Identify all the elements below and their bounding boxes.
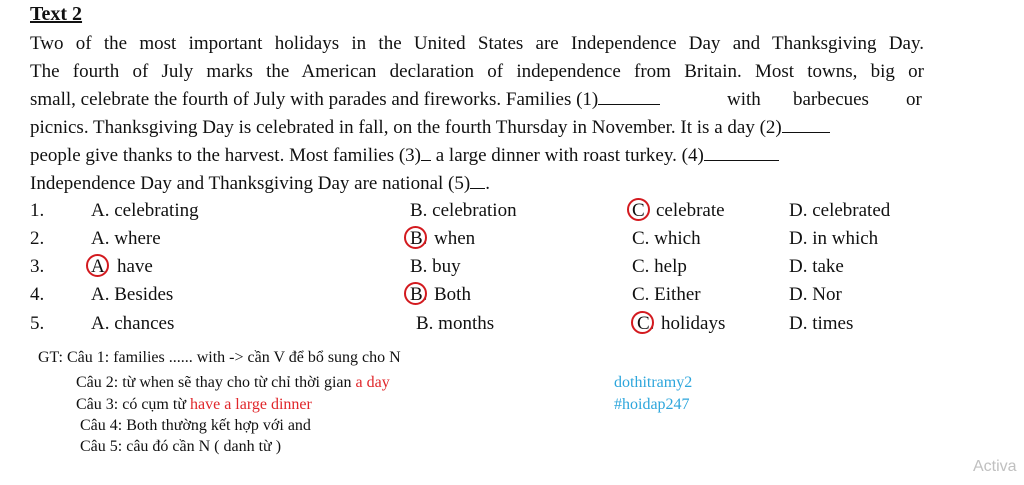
option-c: C. help [632,256,687,277]
passage-text: . [485,173,490,194]
option-a: A. chances [91,313,175,334]
explanation-line-4: Câu 4: Both thường kết hợp với and [80,417,311,434]
option-a-letter: A [91,256,105,277]
explanation-line-2 [76,374,390,392]
option-b: Both [434,284,471,305]
passage-text: Independence Day and Thanksgiving Day are national (5) [30,173,471,194]
option-a: A. celebrating [91,200,199,221]
blank-4 [704,145,779,161]
answer-circle [631,311,654,334]
passage-text: small, celebrate the fourth of July with parades and fireworks. Families (1) [30,89,599,110]
explanation-line-5: Câu 5: câu đó cần N ( danh từ ) [80,438,282,455]
blank-2 [782,117,830,133]
answer-circle [86,254,109,277]
answer-circle [404,282,427,305]
activation-watermark: Activa [973,458,1017,475]
question-number: 2. [30,228,45,249]
question-number: 5. [30,313,45,334]
option-a: A. where [91,228,161,249]
question-number: 4. [30,284,45,305]
option-c: C. Either [632,284,701,305]
passage-line-6 [30,173,490,195]
option-c-letter: C [632,200,645,221]
passage-text: barbecues [793,89,869,110]
option-b: B. months [416,313,495,334]
credit-hashtag: #hoidap247 [614,396,690,413]
option-d: D. times [789,313,854,334]
passage-line-4 [30,117,830,139]
passage-text: or [906,89,922,110]
option-c: C. which [632,228,701,249]
option-d: D. take [789,256,844,277]
option-c-letter: C. [637,313,655,334]
option-d: D. in which [789,228,879,249]
passage-line-1: Two of the most important holidays in the United States are Independence Day and Thanksgiving Day. [30,33,924,54]
option-a: A. Besides [91,284,174,305]
blank-1 [598,89,660,105]
option-d: D. celebrated [789,200,891,221]
passage-text: picnics. Thanksgiving Day is celebrated in fall, on the fourth Thursday in November. It is a day (2) [30,117,782,138]
option-b-letter: B. [410,284,428,305]
credit-username: dothitramy2 [614,374,693,391]
option-b: B. celebration [410,200,517,221]
answer-circle [404,226,427,249]
text-title: Text 2 [30,3,83,25]
blank-3 [421,145,431,161]
option-b: B. buy [410,256,461,277]
option-b: when [434,228,476,249]
answer-circle [627,198,650,221]
explanation-line-1: GT: Câu 1: families ...... with -> cần V để bổ sung cho N [38,349,401,366]
option-b-letter: B. [410,228,428,249]
explanation-text: Câu 2: từ when sẽ thay cho từ chỉ thời gian [76,374,356,391]
passage-text: with [727,89,761,110]
passage-line-5 [30,145,779,167]
option-c: celebrate [656,200,725,221]
passage-line-3 [30,89,924,111]
explanation-line-3 [76,396,312,414]
passage-text: people give thanks to the harvest. Most families (3) [30,145,421,166]
question-number: 1. [30,200,45,221]
passage-line-2: The fourth of July marks the American declaration of independence from Britain. Most towns, big or [30,61,924,82]
blank-5 [470,173,485,189]
option-d: D. Nor [789,284,842,305]
explanation-text: Câu 3: có cụm từ [76,396,190,413]
option-c: holidays [661,313,726,334]
highlight-text: have a large dinner [189,396,312,413]
highlight-text: a day [355,374,390,391]
option-a: have [117,256,153,277]
question-number: 3. [30,256,45,277]
passage-text: a large dinner with roast turkey. (4) [435,145,704,166]
